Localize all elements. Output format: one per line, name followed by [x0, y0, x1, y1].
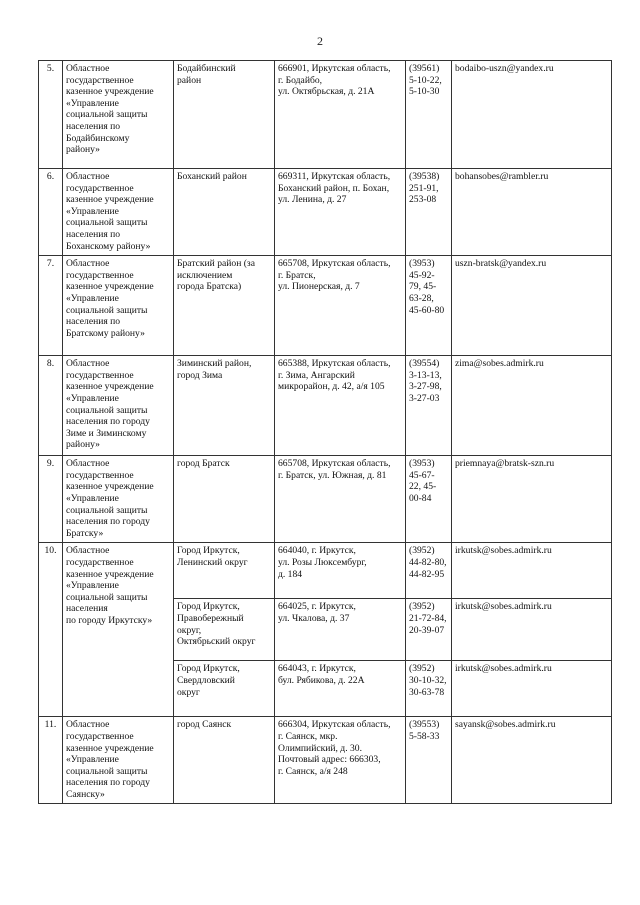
institution-name: Областное государственное казенное учреждение «Управление социальной защиты населения по городу Зиме и Зиминскому району»: [66, 358, 154, 451]
service-area: город Братск: [177, 458, 230, 470]
institution-name: Областное государственное казенное учреждение «Управление социальной защиты населения по Боханскому району»: [66, 171, 154, 252]
service-area: Бодайбинский район: [177, 63, 236, 86]
institution-name: Областное государственное казенное учреждение «Управление социальной защиты населения по городу Саянску»: [66, 719, 154, 800]
phone-numbers: (3952) 21-72-84, 20-39-07: [409, 601, 447, 636]
email-address: irkutsk@sobes.admirk.ru: [455, 663, 552, 675]
email-address: zima@sobes.admirk.ru: [455, 358, 544, 370]
row-number: 10.: [44, 545, 57, 557]
row-number: 11.: [44, 719, 57, 731]
phone-numbers: (3952) 44-82-80, 44-82-95: [409, 545, 447, 580]
postal-address: 665708, Иркутская область, г. Братск, ул. Пионерская, д. 7: [278, 258, 391, 293]
postal-address: 666901, Иркутская область, г. Бодайбо, ул. Октябрьская, д. 21А: [278, 63, 391, 98]
email-address: priemnaya@bratsk-szn.ru: [455, 458, 555, 470]
service-area: Город Иркутск, Правобережный округ, Октябрьский округ: [177, 601, 256, 648]
service-area: Братский район (за исключением города Братска): [177, 258, 255, 293]
service-area: Зиминский район, город Зима: [177, 358, 252, 381]
page-number: 2: [317, 34, 323, 48]
institution-name: Областное государственное казенное учреждение «Управление социальной защиты населения по городу Братску»: [66, 458, 154, 539]
email-address: bohansobes@rambler.ru: [455, 171, 549, 182]
row-number: 6.: [46, 171, 55, 182]
email-address: uszn-bratsk@yandex.ru: [455, 258, 547, 270]
postal-address: 665708, Иркутская область, г. Братск, ул. Южная, д. 81: [278, 458, 391, 481]
row-number: 7.: [46, 258, 55, 270]
phone-numbers: (39553) 5-58-33: [409, 719, 440, 742]
institutions-table: [38, 60, 612, 804]
table-row: [39, 61, 612, 169]
postal-address: 664025, г. Иркутск, ул. Чкалова, д. 37: [278, 601, 356, 624]
service-area: Боханский район: [177, 171, 247, 182]
phone-numbers: (3953) 45-92- 79, 45- 63-28, 45-60-80: [409, 258, 445, 316]
institution-name: Областное государственное казенное учреждение «Управление социальной защиты населения по Братскому району»: [66, 258, 154, 339]
institution-name: Областное государственное казенное учреждение «Управление социальной защиты населения по Бодайбинскому району»: [66, 63, 154, 156]
row-number: 8.: [46, 358, 55, 370]
phone-numbers: (39538) 251-91, 253-08: [409, 171, 440, 206]
postal-address: 666304, Иркутская область, г. Саянск, мкр. Олимпийский, д. 30. Почтовый адрес: 666303, г. Саянск, а/я 248: [278, 719, 391, 777]
phone-numbers: (3952) 30-10-32, 30-63-78: [409, 663, 447, 698]
phone-numbers: (39554) 3-13-13, 3-27-98, 3-27-03: [409, 358, 442, 404]
row-number: 9.: [46, 458, 55, 470]
email-address: sayansk@sobes.admirk.ru: [455, 719, 556, 731]
institution-name: Областное государственное казенное учреждение «Управление социальной защиты населения по городу Иркутску»: [66, 545, 154, 626]
email-address: irkutsk@sobes.admirk.ru: [455, 545, 552, 557]
table-row: [39, 717, 612, 804]
service-area: город Саянск: [177, 719, 232, 731]
table-row: [39, 356, 612, 456]
table-row: [39, 169, 612, 256]
table-row: [39, 256, 612, 356]
phone-numbers: (39561) 5-10-22, 5-10-30: [409, 63, 442, 98]
phone-numbers: (3953) 45-67- 22, 45- 00-84: [409, 458, 437, 504]
service-area: Город Иркутск, Ленинский округ: [177, 545, 248, 568]
email-address: irkutsk@sobes.admirk.ru: [455, 601, 552, 613]
email-address: bodaibo-uszn@yandex.ru: [455, 63, 554, 74]
service-area: Город Иркутск, Свердловский округ: [177, 663, 240, 698]
postal-address: 669311, Иркутская область, Боханский район, п. Бохан, ул. Ленина, д. 27: [278, 171, 391, 206]
table-row: [39, 543, 612, 599]
postal-address: 664040, г. Иркутск, ул. Розы Люксембург, д. 184: [278, 545, 367, 580]
postal-address: 665388, Иркутская область, г. Зима, Ангарский микрорайон, д. 42, а/я 105: [278, 358, 391, 393]
table-row: [39, 456, 612, 543]
row-number: 5.: [46, 63, 55, 74]
postal-address: 664043, г. Иркутск, бул. Рябикова, д. 22А: [278, 663, 365, 686]
